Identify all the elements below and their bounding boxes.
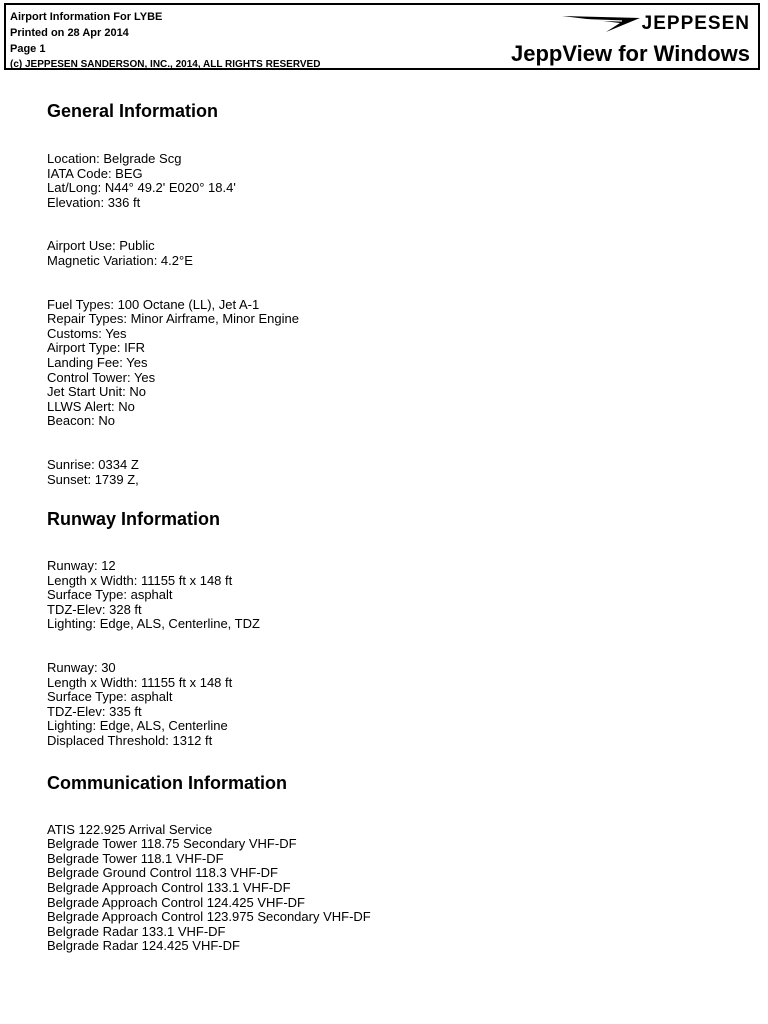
service-details <box>47 298 747 429</box>
jeppesen-logo <box>562 13 750 35</box>
frequency-list <box>47 823 747 954</box>
runway-information-heading: Runway Information <box>47 509 221 530</box>
runway-12-line: Length x Width: 11155 ft x 148 ft <box>47 572 233 588</box>
usage-line: Airport Use: Public <box>47 238 155 254</box>
print-info <box>10 9 320 73</box>
frequency-line: Belgrade Approach Control 123.975 Secondary VHF-DF <box>47 909 371 925</box>
page-number: Page 1 <box>10 43 46 55</box>
service-line: Fuel Types: 100 Octane (LL), Jet A-1 <box>47 296 260 312</box>
runway-30-line: Surface Type: asphalt <box>47 689 173 705</box>
page-header <box>4 3 760 70</box>
frequency-line: Belgrade Approach Control 124.425 VHF-DF <box>47 894 305 910</box>
location-details <box>47 152 747 210</box>
service-line: Repair Types: Minor Airframe, Minor Engine <box>47 311 299 327</box>
frequency-line: Belgrade Ground Control 118.3 VHF-DF <box>47 865 278 881</box>
runway-12-line: Surface Type: asphalt <box>47 587 173 603</box>
frequency-line: Belgrade Radar 133.1 VHF-DF <box>47 923 226 939</box>
print-date: Printed on 28 Apr 2014 <box>10 27 129 39</box>
service-line: Beacon: No <box>47 413 115 429</box>
service-line: Airport Type: IFR <box>47 340 146 356</box>
location-line: Elevation: 336 ft <box>47 194 141 210</box>
frequency-line: Belgrade Radar 124.425 VHF-DF <box>47 938 240 954</box>
runway-30-line: Displaced Threshold: 1312 ft <box>47 733 213 749</box>
location-line: IATA Code: BEG <box>47 165 143 181</box>
document-body <box>47 100 747 954</box>
runway-12-line: TDZ-Elev: 328 ft <box>47 601 142 617</box>
communication-information-heading: Communication Information <box>47 772 287 793</box>
sun-line: Sunset: 1739 Z, <box>47 471 139 487</box>
runway-12-line: Lighting: Edge, ALS, Centerline, TDZ <box>47 616 260 632</box>
runway-30-line: Lighting: Edge, ALS, Centerline <box>47 718 228 734</box>
jeppesen-swoosh-icon <box>562 15 640 33</box>
service-line: LLWS Alert: No <box>47 398 135 414</box>
service-line: Jet Start Unit: No <box>47 384 146 400</box>
general-information-heading: General Information <box>47 101 219 121</box>
runway-30-line: TDZ-Elev: 335 ft <box>47 703 142 719</box>
service-line: Customs: Yes <box>47 325 127 341</box>
sun-line: Sunrise: 0334 Z <box>47 456 139 472</box>
usage-line: Magnetic Variation: 4.2°E <box>47 252 193 268</box>
frequency-line: Belgrade Tower 118.75 Secondary VHF-DF <box>47 836 297 852</box>
runway-30-line: Length x Width: 11155 ft x 148 ft <box>47 674 233 690</box>
airport-info-title: Airport Information For LYBE <box>10 11 163 23</box>
runway-30-details <box>47 661 747 749</box>
brand-name: JEPPESEN <box>641 13 750 34</box>
frequency-line: Belgrade Approach Control 133.1 VHF-DF <box>47 880 291 895</box>
location-line: Location: Belgrade Scg <box>47 151 182 166</box>
frequency-line: Belgrade Tower 118.1 VHF-DF <box>47 850 224 866</box>
runway-30-line: Runway: 30 <box>47 660 116 676</box>
service-line: Landing Fee: Yes <box>47 354 148 370</box>
sun-times <box>47 458 747 487</box>
runway-12-details <box>47 559 747 632</box>
location-line: Lat/Long: N44° 49.2' E020° 18.4' <box>47 180 236 196</box>
runway-12-line: Runway: 12 <box>47 558 116 574</box>
usage-details <box>47 239 747 268</box>
product-name: JeppView for Windows <box>511 41 750 66</box>
copyright-notice: (c) JEPPESEN SANDERSON, INC., 2014, ALL RIGHTS RESERVED <box>10 59 321 70</box>
service-line: Control Tower: Yes <box>47 369 156 385</box>
frequency-line: ATIS 122.925 Arrival Service <box>47 821 213 837</box>
